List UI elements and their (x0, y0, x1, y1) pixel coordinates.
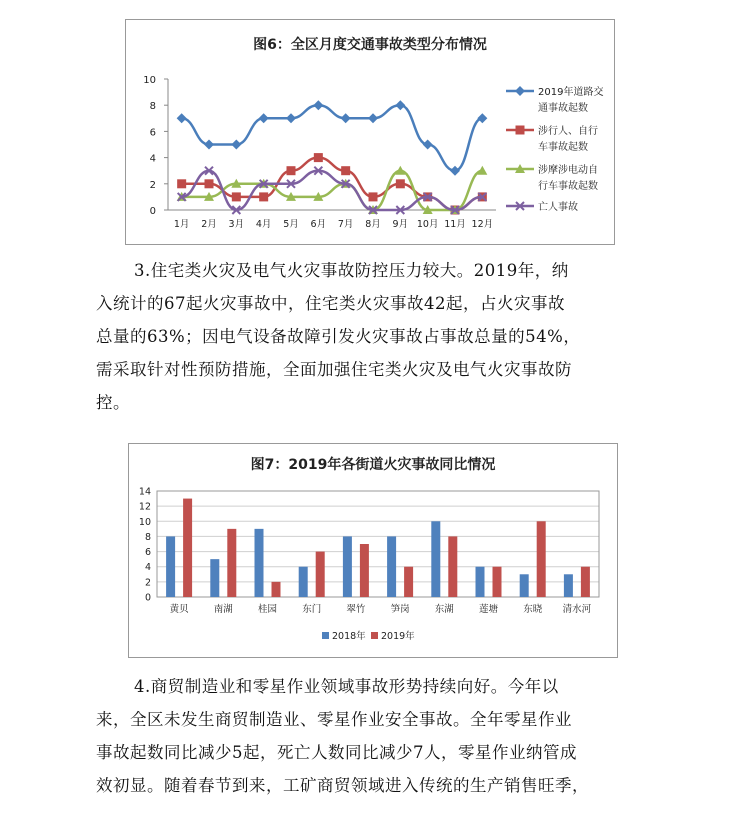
paragraph-line: 控。 (96, 393, 130, 412)
chart-title: 图6：全区月度交通事故类型分布情况 (253, 37, 487, 53)
bar (299, 567, 308, 597)
paragraph-commerce-safety (96, 670, 656, 802)
data-point (232, 192, 241, 201)
data-point (396, 179, 405, 188)
data-point (395, 166, 405, 175)
paragraph-line: 效初显。随着春节到来，工矿商贸领域进入传统的生产销售旺季， (96, 776, 589, 795)
data-point (477, 166, 487, 175)
data-point (205, 179, 214, 188)
bar (227, 529, 236, 597)
bar (493, 567, 502, 597)
x-tick-label: 南湖 (213, 604, 233, 615)
bar (343, 536, 352, 597)
data-point (423, 140, 433, 150)
y-tick-label: 10 (143, 75, 156, 86)
data-point (369, 192, 378, 201)
x-tick-label: 11月 (444, 219, 466, 230)
bar (581, 567, 590, 597)
legend-label: 车事故起数 (538, 142, 588, 153)
y-tick-label: 4 (144, 562, 151, 574)
series-line (182, 105, 483, 171)
y-tick-label: 8 (149, 101, 156, 113)
legend-label: 通事故起数 (538, 103, 588, 114)
x-tick-label: 3月 (228, 219, 245, 230)
legend-swatch (322, 632, 329, 639)
legend-item (506, 124, 598, 153)
data-point (286, 113, 296, 123)
bar (537, 521, 546, 597)
bar (520, 574, 529, 597)
bar (404, 567, 413, 597)
data-point (314, 153, 323, 162)
data-point (341, 113, 351, 123)
data-point (287, 166, 296, 175)
x-tick-label: 桂园 (257, 604, 278, 615)
paragraph-line: 来，全区未发生商贸制造业、零星作业安全事故。全年零星作业 (96, 710, 572, 729)
y-tick-label: 6 (144, 547, 151, 559)
bar (431, 521, 440, 597)
paragraph-line (96, 254, 656, 287)
x-tick-label: 笋岗 (390, 604, 410, 615)
x-tick-label: 东晓 (523, 604, 543, 615)
data-point (477, 113, 487, 123)
x-tick-label: 东湖 (434, 604, 454, 615)
x-tick-label: 8月 (365, 219, 381, 230)
y-tick-label: 6 (149, 127, 156, 139)
data-point (259, 192, 268, 201)
data-point (368, 113, 378, 123)
y-tick-label: 10 (138, 516, 151, 528)
paragraph-line: 总量的63%；因电气设备故障引发火灾事故占事故总量的54%， (96, 327, 581, 346)
y-tick-label: 12 (138, 501, 151, 513)
paragraph-fire-safety (96, 254, 656, 419)
paragraph-line-text: 4.商贸制造业和零星作业领域事故形势持续向好。今年以 (134, 677, 559, 696)
paragraph-line: 需采取针对性预防措施，全面加强住宅类火灾及电气火灾事故防 (96, 360, 572, 379)
chart-title: 图7：2019年各街道火灾事故同比情况 (250, 457, 496, 473)
x-tick-label: 莲塘 (478, 604, 499, 615)
legend-label: 亡人事故 (538, 202, 578, 213)
legend-label: 2019年道路交 (538, 87, 604, 98)
y-tick-label: 2 (149, 179, 156, 191)
y-tick-label: 14 (138, 486, 151, 498)
bar (360, 544, 369, 597)
bar (272, 582, 281, 597)
bar (255, 529, 264, 597)
legend-swatch (371, 632, 378, 639)
legend-item (322, 630, 366, 642)
y-tick-label: 4 (149, 153, 156, 165)
bar-chart-fire-accidents (128, 443, 618, 658)
paragraph-line (96, 670, 656, 703)
bar (448, 536, 457, 597)
x-tick-label: 7月 (337, 219, 354, 230)
x-tick-label: 1月 (173, 219, 190, 230)
series-2 (177, 153, 487, 214)
bar (166, 536, 175, 597)
paragraph-line: 事故起数同比减少5起，死亡人数同比减少7人，零星作业纳管成 (96, 743, 577, 762)
bar-chart-plot (129, 444, 617, 657)
x-tick-label: 黄贝 (169, 604, 189, 615)
data-point (515, 86, 525, 96)
data-point (516, 126, 525, 135)
x-tick-label: 清水河 (562, 604, 592, 615)
legend-item (371, 630, 415, 642)
series-1 (166, 521, 573, 597)
y-tick-label: 8 (144, 531, 151, 543)
x-tick-label: 5月 (283, 219, 299, 230)
x-tick-label: 东门 (302, 604, 322, 615)
bar (316, 552, 325, 597)
x-tick-label: 6月 (310, 219, 327, 230)
y-tick-label: 2 (144, 577, 151, 589)
x-tick-label: 12月 (471, 219, 494, 230)
y-tick-label: 0 (144, 592, 151, 604)
y-tick-label: 0 (149, 206, 156, 217)
data-point (395, 100, 405, 110)
bar (183, 499, 192, 597)
x-tick-label: 10月 (416, 219, 439, 230)
data-point (177, 179, 186, 188)
legend-label: 行车事故起数 (538, 181, 598, 192)
x-tick-label: 4月 (255, 219, 272, 230)
data-point (231, 140, 241, 150)
bar (476, 567, 485, 597)
legend-label: 2019年 (381, 631, 415, 642)
legend-item (506, 200, 578, 213)
data-point (259, 113, 269, 123)
data-point (341, 166, 350, 175)
line-chart-traffic-accidents (125, 19, 615, 245)
data-point (450, 166, 460, 176)
x-tick-label: 9月 (392, 219, 409, 230)
bar (564, 574, 573, 597)
legend-item (506, 85, 603, 114)
bar (210, 559, 219, 597)
data-point (204, 140, 214, 150)
paragraph-line: 入统计的67起火灾事故中，住宅类火灾事故42起，占火灾事故 (96, 294, 565, 313)
x-tick-label: 翠竹 (346, 604, 366, 615)
data-point (177, 113, 187, 123)
plot-area-border (157, 491, 599, 597)
legend-label: 2018年 (332, 631, 366, 642)
bar (387, 536, 396, 597)
legend-label: 涉行人、自行 (538, 126, 598, 137)
data-point (313, 100, 323, 110)
legend-item (506, 163, 598, 192)
x-tick-label: 2月 (201, 219, 217, 230)
legend-label: 涉摩涉电动自 (538, 165, 598, 176)
paragraph-line-text: 3.住宅类火灾及电气火灾事故防控压力较大。2019年，纳 (134, 261, 569, 280)
